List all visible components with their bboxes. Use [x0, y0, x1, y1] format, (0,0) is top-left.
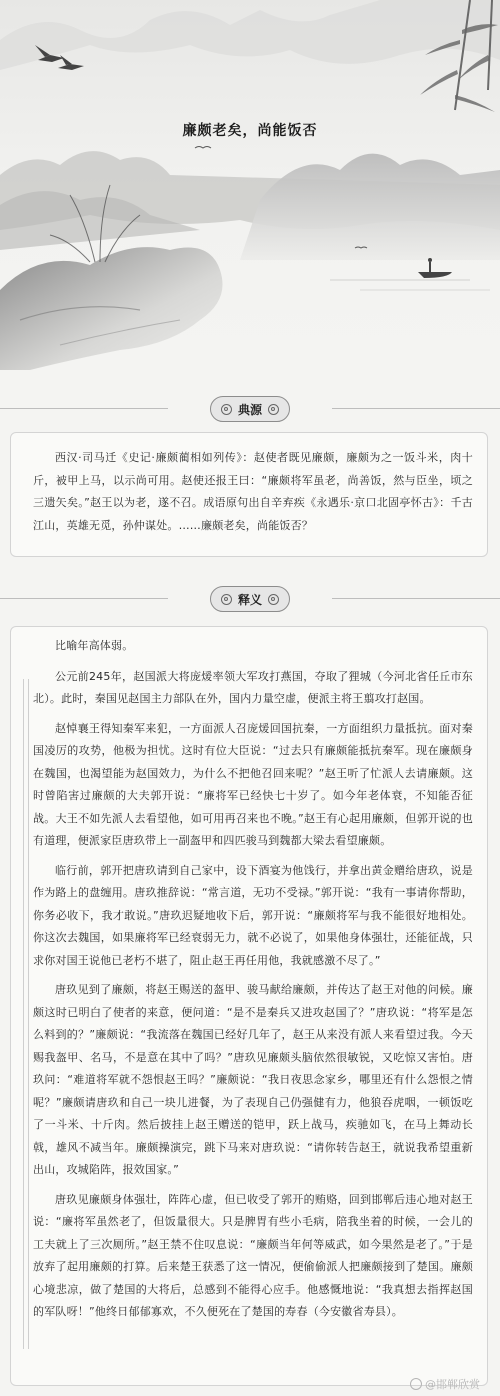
section-pill-source: [210, 396, 290, 422]
hero-banner: [0, 0, 500, 385]
ring-ornament-icon: [268, 404, 279, 415]
divider-right: [332, 408, 500, 409]
source-text: 西汉·司马迁《史记·廉颇蔺相如列传》：赵使者既见廉颇，廉颇为之一饭斗米，肉十斤，被甲上马，以示尚可用。赵使还报王曰：“廉颇将军虽老，尚善饭，然与臣坐，顷之三遗矢矣。”赵王以为老，遂不召。成语原句出自辛弃疾《永遇乐·京口北固亭怀古》：千古江山，英雄无觅，孙仲谋处。……廉颇老矣，尚能饭否？: [33, 451, 473, 532]
divider-left: [0, 598, 168, 599]
meaning-card: [10, 626, 488, 1386]
section-label: 典源: [237, 402, 263, 417]
section-header-meaning: [0, 584, 500, 614]
meaning-lead: 比喻年高体弱。: [55, 639, 134, 652]
source-card: [10, 432, 488, 557]
watermark: [410, 1376, 480, 1392]
page-title: 廉颇老矣，尚能饭否: [182, 123, 318, 139]
ring-ornament-icon: [268, 594, 279, 605]
section-label: 释义: [237, 592, 263, 607]
story-paragraph: 唐玖见廉颇身体强壮，阵阵心虚，但已收受了郭开的贿赂，回到邯郸后违心地对赵王说：“廉将军虽然老了，但饭量很大。只是脾胃有些小毛病，陪我坐着的时候，一会儿的工夫就上了三次厕所。”赵王禁不住叹息说：“廉颇当年何等威武，如今果然是老了。”于是放弃了起用廉颇的打算。后来楚王获悉了这一情况，便偷偷派人把廉颇接到了楚国。廉颇心境悲凉，做了楚国的大将后，总感到不能得心应手。他感慨地说：“我真想去指挥赵国的军队呀！”他终日郁郁寡欢，不久便死在了楚国的寿春（今安徽省寿县）。: [33, 1192, 473, 1318]
watermark-text: @邯郸欣赏: [425, 1378, 480, 1391]
ring-ornament-icon: [221, 594, 232, 605]
story-paragraph: 唐玖见到了廉颇，将赵王赐送的盔甲、骏马献给廉颇，并传达了赵王对他的问候。廉颇这时已明白了使者的来意，便问道：“是不是秦兵又进攻赵国了？”唐玖说：“将军是怎么料到的？”廉颇说：“我流落在魏国已经好几年了，赵王从来没有派人来看望过我。今天赐我盔甲、名马，不是意在其中了吗？”唐玖见廉颇头脑依然很敏锐，又吃惊又害怕。唐玖问：“难道将军就不怨恨赵王吗？”廉颇说：“我日夜思念家乡，哪里还有什么怨恨之情呢？”廉颇请唐玖和自己一块儿进餐，为了表现自己仍强健有力，他狼吞虎咽，一顿饭吃了一斗米、十斤肉。然后披挂上赵王赠送的铠甲，跃上战马，疾驰如飞，在马上舞动长戟，雄风不减当年。廉颇操演完，跳下马来对唐玖说：“请你转告赵王，就说我希望重新出山，攻城陷阵，报效国家。”: [33, 983, 473, 1176]
section-pill-meaning: [210, 586, 290, 612]
story-paragraph: 临行前，郭开把唐玖请到自己家中，设下酒宴为他饯行，并拿出黄金赠给唐玖，说是作为路上的盘缠用。唐玖推辞说：“常言道，无功不受禄。”郭开说：“我有一事请你帮助，你务必收下，我才敢说。”唐玖迟疑地收下后，郭开说：“廉颇将军与我不能很好地相处。你这次去魏国，如果廉将军已经衰弱无力，就不必说了，如果他身体强壮，还能征战，只求你对国王说他已老朽不堪了，阻止赵王再任用他，我就感激不尽了。”: [33, 863, 473, 967]
story-paragraph: 公元前245年，赵国派大将庞煖率领大军攻打燕国，夺取了狸城（今河北省任丘市东北）。此时，秦国见赵国主力部队在外，国内力量空虚，便派主将王翦攻打赵国。: [33, 669, 473, 705]
ring-ornament-icon: [221, 404, 232, 415]
story-paragraph: 赵悼襄王得知秦军来犯，一方面派人召庞煖回国抗秦，一方面组织力量抵抗。面对秦国凌厉的攻势，他极为担忧。这时有位大臣说：“过去只有廉颇能抵抗秦军。现在廉颇身在魏国，也渴望能为赵国效力，为什么不把他召回来呢？”赵王听了忙派人去请廉颇。这时曾陷害过廉颇的大夫郭开说：“廉将军已经快七十岁了。如今年老体衰，不知能否征战。大王不如先派人去看望他，如可用再召来也不晚。”赵王有心起用廉颇，但郭开说的也有道理，便派家臣唐玖带上一副盔甲和四匹骏马到魏都大梁去看望廉颇。: [33, 721, 473, 847]
section-header-source: [0, 394, 500, 424]
divider-left: [0, 408, 168, 409]
weibo-logo-icon: [410, 1378, 422, 1390]
decorative-double-line: [23, 679, 29, 1349]
ink-landscape-illustration: [0, 0, 500, 385]
divider-right: [332, 598, 500, 599]
